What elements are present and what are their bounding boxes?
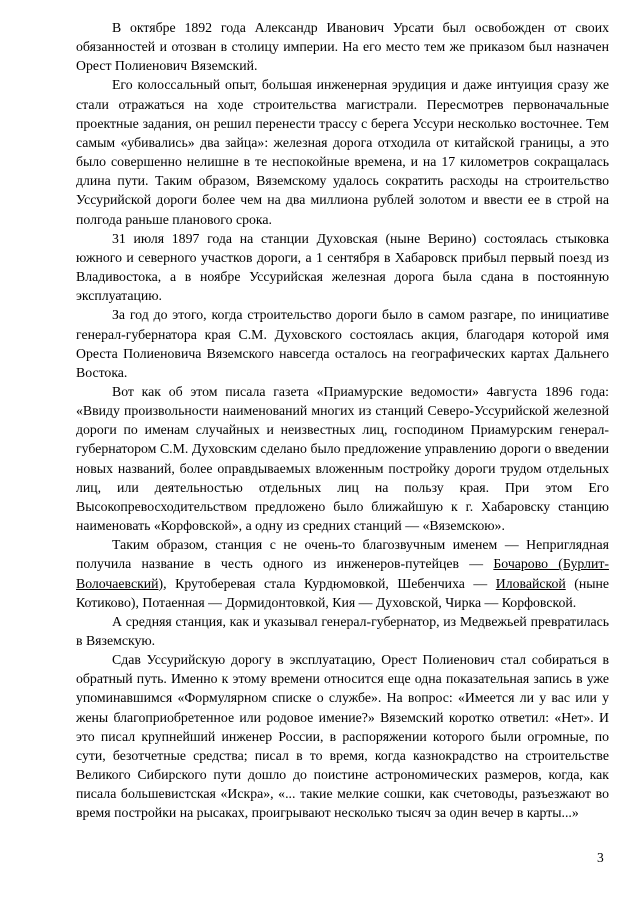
paragraph-text: , Крутоберевая стала Курдюмовкой, Шебенчиха — <box>163 575 496 591</box>
paragraph <box>76 650 609 822</box>
paragraph-text: Его колоссальный опыт, большая инженерная эрудиция и даже интуиция сразу же стали отражаться на ходе строительства магистрали. Пересмотрев первоначальные проектные задания, он решил перенести трассу с берега Уссури несколько восточнее. Тем самым «убивались» два зайца»: железная дорога отходила от китайской границы, а это было совершенно нелишне в те неспокойные времена, и на 17 километров сокращалась длина пути. Таким образом, Вяземскому удалось сократить расходы на строительство Уссурийской дороги более чем на два миллиона рублей золотом и ввести ее в строй на полгода раньше планового срока. <box>76 77 609 227</box>
paragraph <box>76 18 609 75</box>
paragraph <box>76 305 609 382</box>
page-number: 3 <box>597 850 604 865</box>
paragraph <box>76 612 609 650</box>
document-body <box>76 18 609 823</box>
paragraph-text: А средняя станция, как и указывал генерал-губернатор, из Медвежьей превратилась в Вяземскую. <box>76 613 609 648</box>
paragraph-text: 31 июля 1897 года на станции Духовская (ныне Верино) состоялась стыковка южного и северного участков дороги, а 1 сентября в Хабаровск прибыл первый поезд из Владивостока, а в ноябре Уссурийская железная дорога была сдана в постоянную эксплуатацию. <box>76 230 609 304</box>
station-link-bocharovo[interactable]: Бочарово (Бурлит-Волочаевский) <box>76 556 609 591</box>
paragraph-text: Сдав Уссурийскую дорогу в эксплуатацию, Орест Полиенович стал собираться в обратный путь. Именно к этому времени относится еще одна показательная запись в уже упоминавшимся «Формулярном списке о службе». На вопрос: «Имеется ли у вас или у жены благоприобретенное или родовое имение?» Вяземский коротко ответил: «Нет». И это писал крупнейший инженер России, в распоряжении которого были огромные, по сути, безотчетные средства; писал в то время, когда казнокрадство на строительстве Великого Сибирского пути дошло до поистине астрономических размеров, когда, как писала большевистская «Искра», «... такие мелкие сошки, как счетоводы, разъезжают во время постройки на рысаках, проигрывают несколько тысяч за один вечер в карты...» <box>76 652 609 821</box>
paragraph-text: В октябре 1892 года Александр Иванович Урсати был освобожден от своих обязанностей и отозван в столицу империи. На его место тем же приказом был назначен Орест Полиенович Вяземский. <box>76 20 609 74</box>
paragraph-text: Таким образом, станция с не очень-то благозвучным именем — Неприглядная получила название в честь одного из инженеров-путейцев — <box>76 537 609 572</box>
paragraph-text: (ныне Котиково), Потаенная — Дормидонтовкой, Кия — Духовской, Чирка — Корфовской. <box>76 575 609 610</box>
paragraph-text: Вот как об этом писала газета «Приамурские ведомости» 4августа 1896 года: «Ввиду произвольности наименований многих из станций Северо-Уссурийской железной дороги по именам случайных и неизвестных лиц, господином Приамурским генерал-губернатором С.М. Духовским сделано было предложение управлению дороги о введении новых названий, более оправдываемых вложенным постройку дороги трудом отдельных лиц, или деятельностью отдельных лиц на пользу края. При этом Его Высокопревосходительством предложено было ближайшую к г. Хабаровску станцию наименовать «Корфовской», а одну из средних станций — «Вяземскою». <box>76 383 609 534</box>
paragraph <box>76 535 609 612</box>
paragraph <box>76 382 609 535</box>
paragraph <box>76 229 609 306</box>
paragraph <box>76 75 609 228</box>
paragraph-text: За год до этого, когда строительство дороги было в самом разгаре, по инициативе генерал-губернатора края С.М. Духовского состоялась акция, благодаря которой имя Ореста Полиеновича Вяземского навсегда осталось на географических картах Дальнего Востока. <box>76 307 609 380</box>
station-link-ilovayskaya[interactable]: Иловайской <box>495 575 566 591</box>
